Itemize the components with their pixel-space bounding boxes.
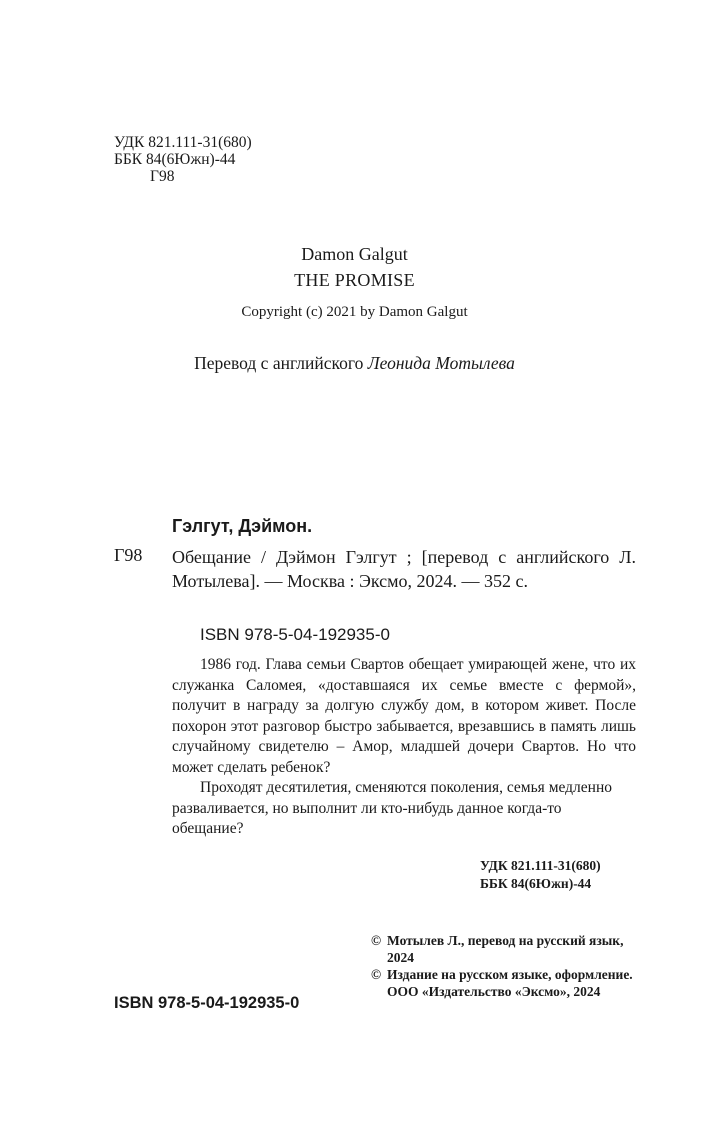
annotation <box>172 655 636 840</box>
annotation-paragraph: 1986 год. Глава семьи Свартов обещает умирающей жене, что их служанка Саломея, «доставшаяся их семье вместе с фермой», получит в награду за долгую службу дом, в котором живет. После похорон этот разговор быстро забывается, врезавшись в память лишь случайному свидетелю – Амор, младшей дочери Свартов. Но что может сделать ребенок? <box>172 656 636 776</box>
copyright-item <box>371 932 641 966</box>
copyright-text: Издание на русском языке, оформление. ООО «Издательство «Эксмо», 2024 <box>387 967 633 999</box>
classification-block <box>114 134 252 185</box>
catalog-isbn: ISBN 978-5-04-192935-0 <box>200 625 390 644</box>
bottom-classification <box>480 857 601 893</box>
copyright-item <box>371 966 641 1000</box>
catalog-description: Обещание / Дэймон Гэлгут ; [перевод с английского Л. Мотылева]. — Москва : Эксмо, 2024. — 352 с. <box>172 547 636 591</box>
original-author: Damon Galgut <box>301 244 408 264</box>
copyright-text: Мотылев Л., перевод на русский язык, 2024 <box>387 933 624 965</box>
copyright-symbol: © <box>371 967 382 982</box>
catalog-heading: Гэлгут, Дэймон. <box>172 516 313 536</box>
translation-prefix: Перевод с английского <box>194 353 364 373</box>
annotation-paragraph: Проходят десятилетия, сменяются поколения, семья медленно разваливается, но выполнит ли кто-нибудь данное когда-то обещание? <box>172 779 613 837</box>
catalog-sign: Г98 <box>114 545 143 565</box>
author-sign: Г98 <box>150 168 175 185</box>
copyright-symbol: © <box>371 933 382 948</box>
bbk-code: ББК 84(6Южн)-44 <box>114 151 236 168</box>
original-title: THE PROMISE <box>294 270 415 290</box>
bottom-bbk: ББК 84(6Южн)-44 <box>480 876 592 891</box>
isbn-bottom: ISBN 978-5-04-192935-0 <box>114 994 300 1012</box>
bottom-udk: УДК 821.111-31(680) <box>480 858 601 873</box>
translator-name: Леонида Мотылева <box>367 353 515 373</box>
original-copyright: Copyright (c) 2021 by Damon Galgut <box>241 304 468 320</box>
udk-code: УДК 821.111-31(680) <box>114 134 252 151</box>
copyright-notices <box>371 932 641 1000</box>
translation-credit <box>0 353 709 374</box>
